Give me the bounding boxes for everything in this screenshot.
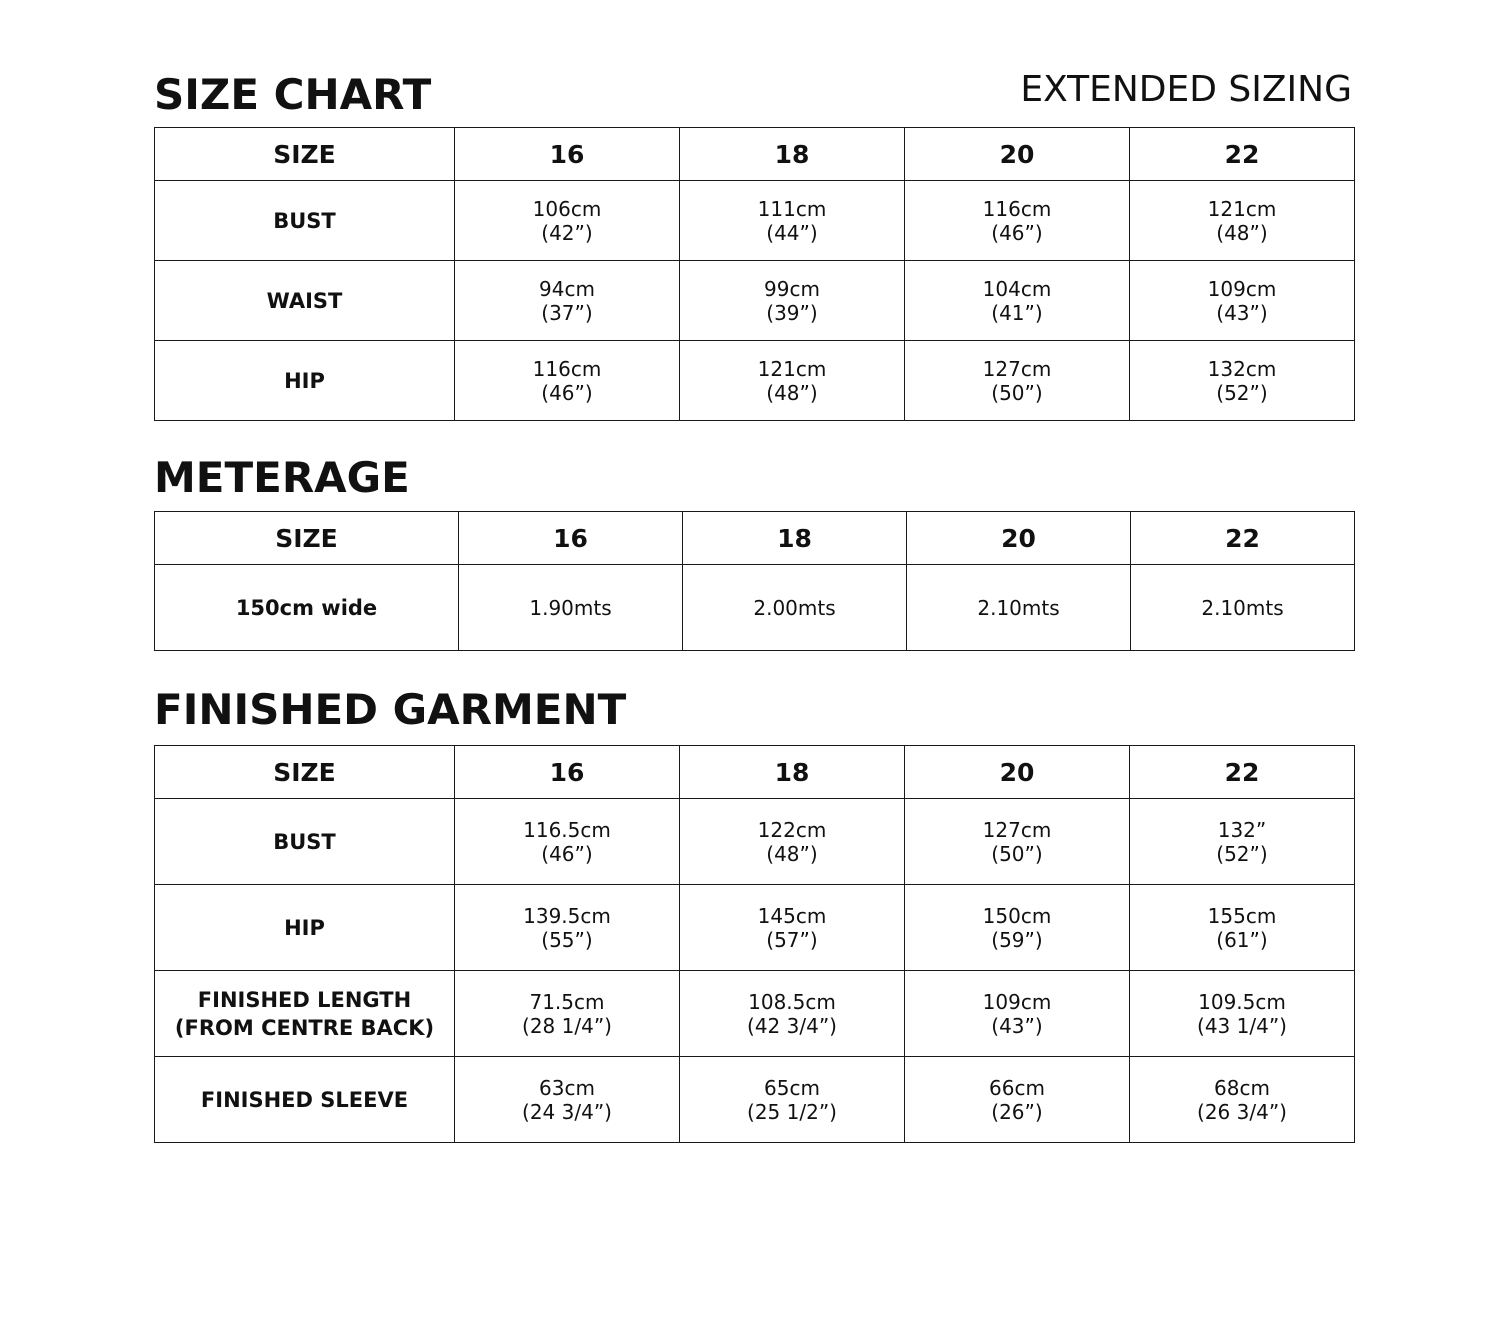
inch-value: (42”) bbox=[541, 220, 593, 245]
inch-value: (39”) bbox=[766, 300, 818, 325]
inch-value: (59”) bbox=[991, 927, 1043, 952]
cm-value: 121cm bbox=[1207, 196, 1277, 221]
finished-garment-col-header: 22 bbox=[1130, 746, 1355, 799]
cm-value: 109.5cm bbox=[1198, 989, 1286, 1014]
row-label: HIP bbox=[155, 341, 455, 421]
row-label-line: (FROM CENTRE BACK) bbox=[174, 1015, 435, 1040]
meterage-col-header: 18 bbox=[683, 512, 907, 565]
size-chart-title: SIZE CHART bbox=[154, 70, 432, 119]
row-label-line: HIP bbox=[284, 915, 325, 940]
cm-value: 106cm bbox=[532, 196, 602, 221]
measurement-cell bbox=[455, 799, 680, 885]
measurement-cell bbox=[1130, 341, 1355, 421]
cm-value: 116cm bbox=[532, 356, 602, 381]
inch-value: (37”) bbox=[541, 300, 593, 325]
measurement-cell bbox=[905, 341, 1130, 421]
meterage-col-header: SIZE bbox=[155, 512, 459, 565]
finished-garment-col-header: SIZE bbox=[155, 746, 455, 799]
cm-value: 145cm bbox=[757, 903, 827, 928]
inch-value: (46”) bbox=[541, 380, 593, 405]
cm-value: 66cm bbox=[989, 1075, 1045, 1100]
table-row bbox=[155, 341, 1355, 421]
measurement-cell bbox=[680, 971, 905, 1057]
meterage-title: METERAGE bbox=[154, 453, 410, 502]
cm-value: 99cm bbox=[764, 276, 820, 301]
cm-value: 116.5cm bbox=[523, 817, 611, 842]
inch-value: (43 1/4”) bbox=[1197, 1013, 1287, 1038]
meterage-cell: 2.00mts bbox=[683, 565, 907, 651]
inch-value: (50”) bbox=[991, 841, 1043, 866]
inch-value: (52”) bbox=[1216, 380, 1268, 405]
measurement-cell bbox=[905, 1057, 1130, 1143]
meterage-table bbox=[154, 511, 1355, 651]
measurement-cell bbox=[455, 1057, 680, 1143]
cm-value: 68cm bbox=[1214, 1075, 1270, 1100]
meterage-cell: 2.10mts bbox=[907, 565, 1131, 651]
measurement-cell bbox=[455, 261, 680, 341]
measurement-cell bbox=[905, 181, 1130, 261]
row-label: WAIST bbox=[155, 261, 455, 341]
row-label-line: FINISHED LENGTH bbox=[197, 987, 412, 1012]
inch-value: (57”) bbox=[766, 927, 818, 952]
row-label: BUST bbox=[155, 181, 455, 261]
inch-value: (24 3/4”) bbox=[522, 1099, 612, 1124]
inch-value: (52”) bbox=[1216, 841, 1268, 866]
cm-value: 127cm bbox=[982, 817, 1052, 842]
inch-value: (44”) bbox=[766, 220, 818, 245]
table-row bbox=[155, 261, 1355, 341]
cm-value: 109cm bbox=[1207, 276, 1277, 301]
table-row bbox=[155, 1057, 1355, 1143]
row-label bbox=[155, 799, 455, 885]
cm-value: 65cm bbox=[764, 1075, 820, 1100]
measurement-cell bbox=[1130, 261, 1355, 341]
inch-value: (42 3/4”) bbox=[747, 1013, 837, 1038]
measurement-cell bbox=[905, 261, 1130, 341]
cm-value: 121cm bbox=[757, 356, 827, 381]
meterage-cell: 1.90mts bbox=[459, 565, 683, 651]
measurement-cell bbox=[680, 181, 905, 261]
inch-value: (50”) bbox=[991, 380, 1043, 405]
table-row bbox=[155, 181, 1355, 261]
cm-value: 150cm bbox=[982, 903, 1052, 928]
measurement-cell bbox=[680, 799, 905, 885]
measurement-cell bbox=[1130, 799, 1355, 885]
size-chart-col-header: SIZE bbox=[155, 128, 455, 181]
inch-value: (48”) bbox=[766, 841, 818, 866]
measurement-cell bbox=[680, 1057, 905, 1143]
finished-garment-title: FINISHED GARMENT bbox=[154, 685, 627, 734]
inch-value: (55”) bbox=[541, 927, 593, 952]
inch-value: (61”) bbox=[1216, 927, 1268, 952]
cm-value: 104cm bbox=[982, 276, 1052, 301]
measurement-cell bbox=[1130, 885, 1355, 971]
cm-value: 122cm bbox=[757, 817, 827, 842]
measurement-cell bbox=[905, 971, 1130, 1057]
meterage-col-header: 16 bbox=[459, 512, 683, 565]
cm-value: 108.5cm bbox=[748, 989, 836, 1014]
cm-value: 63cm bbox=[539, 1075, 595, 1100]
inch-value: (41”) bbox=[991, 300, 1043, 325]
measurement-cell bbox=[1130, 971, 1355, 1057]
measurement-cell bbox=[905, 885, 1130, 971]
finished-garment-col-header: 18 bbox=[680, 746, 905, 799]
size-chart-col-header: 22 bbox=[1130, 128, 1355, 181]
inch-value: (48”) bbox=[766, 380, 818, 405]
table-row bbox=[155, 885, 1355, 971]
measurement-cell bbox=[680, 341, 905, 421]
row-label bbox=[155, 971, 455, 1057]
measurement-cell bbox=[455, 181, 680, 261]
measurement-cell bbox=[455, 971, 680, 1057]
cm-value: 127cm bbox=[982, 356, 1052, 381]
measurement-cell bbox=[1130, 1057, 1355, 1143]
size-chart-col-header: 18 bbox=[680, 128, 905, 181]
meterage-col-header: 22 bbox=[1131, 512, 1355, 565]
cm-value: 71.5cm bbox=[529, 989, 605, 1014]
table-row bbox=[155, 565, 1355, 651]
size-chart-table bbox=[154, 127, 1355, 421]
row-label bbox=[155, 885, 455, 971]
table-row bbox=[155, 971, 1355, 1057]
table-row bbox=[155, 799, 1355, 885]
inch-value: (46”) bbox=[991, 220, 1043, 245]
row-label-line: BUST bbox=[273, 829, 336, 854]
inch-value: (25 1/2”) bbox=[747, 1099, 837, 1124]
finished-garment-table bbox=[154, 745, 1355, 1143]
inch-value: (43”) bbox=[1216, 300, 1268, 325]
cm-value: 94cm bbox=[539, 276, 595, 301]
inch-value: (48”) bbox=[1216, 220, 1268, 245]
finished-garment-col-header: 20 bbox=[905, 746, 1130, 799]
size-chart-col-header: 20 bbox=[905, 128, 1130, 181]
measurement-cell bbox=[905, 799, 1130, 885]
cm-value: 155cm bbox=[1207, 903, 1277, 928]
meterage-col-header: 20 bbox=[907, 512, 1131, 565]
cm-value: 139.5cm bbox=[523, 903, 611, 928]
inch-value: (26 3/4”) bbox=[1197, 1099, 1287, 1124]
measurement-cell bbox=[455, 885, 680, 971]
cm-value: 109cm bbox=[982, 989, 1052, 1014]
measurement-cell bbox=[680, 261, 905, 341]
cm-value: 132” bbox=[1217, 817, 1267, 842]
row-label-line: FINISHED SLEEVE bbox=[200, 1087, 409, 1112]
inch-value: (26”) bbox=[991, 1099, 1043, 1124]
measurement-cell bbox=[680, 885, 905, 971]
row-label: 150cm wide bbox=[155, 565, 459, 651]
extended-sizing-label: EXTENDED SIZING bbox=[1020, 69, 1352, 110]
measurement-cell bbox=[455, 341, 680, 421]
meterage-cell: 2.10mts bbox=[1131, 565, 1355, 651]
size-chart-col-header: 16 bbox=[455, 128, 680, 181]
cm-value: 111cm bbox=[757, 196, 827, 221]
finished-garment-col-header: 16 bbox=[455, 746, 680, 799]
cm-value: 116cm bbox=[982, 196, 1052, 221]
measurement-cell bbox=[1130, 181, 1355, 261]
cm-value: 132cm bbox=[1207, 356, 1277, 381]
row-label bbox=[155, 1057, 455, 1143]
inch-value: (43”) bbox=[991, 1013, 1043, 1038]
inch-value: (46”) bbox=[541, 841, 593, 866]
inch-value: (28 1/4”) bbox=[522, 1013, 612, 1038]
